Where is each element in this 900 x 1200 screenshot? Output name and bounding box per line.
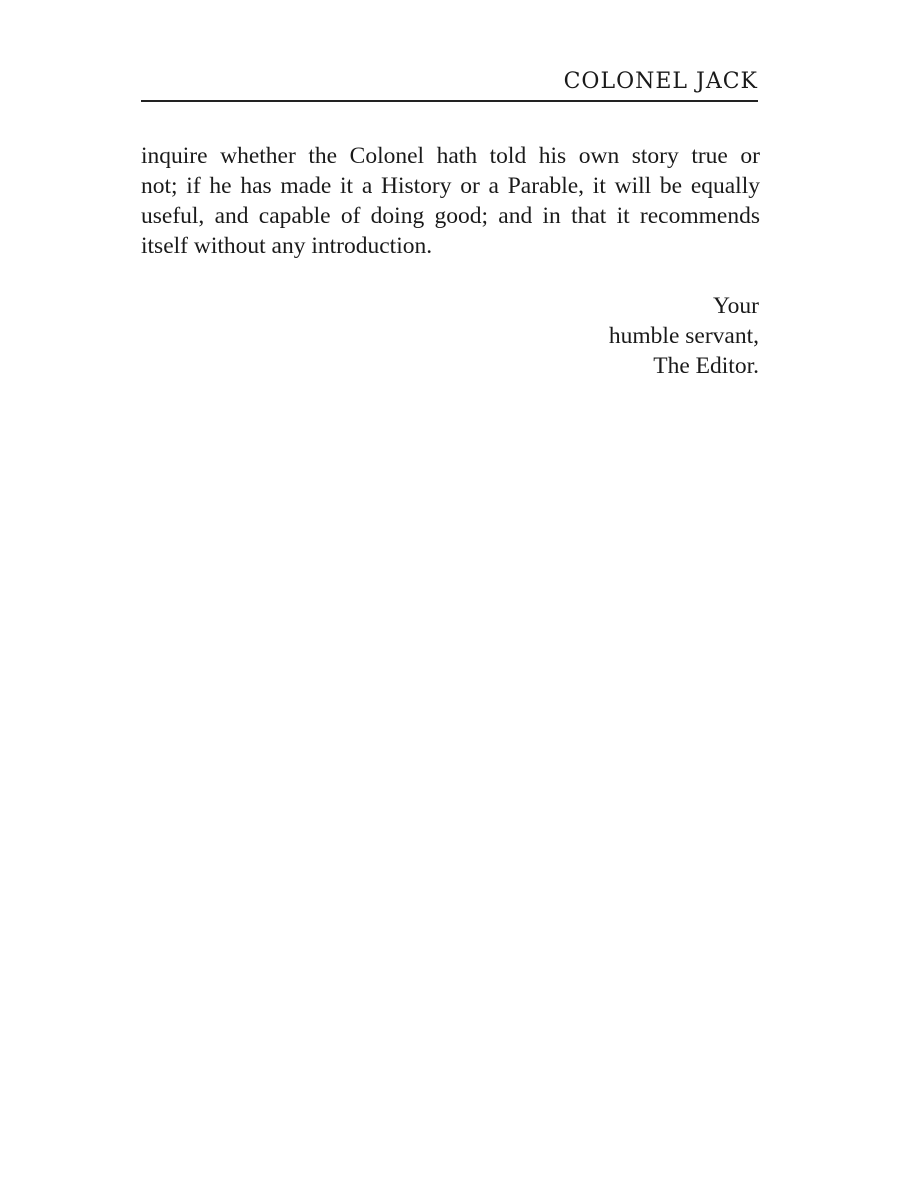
paragraph-line: not; if he has made it a History or a Parable, it will be equally xyxy=(141,173,760,199)
body-paragraph xyxy=(141,141,760,261)
signature-block xyxy=(609,291,759,381)
paragraph-line: useful, and capable of doing good; and in that it recommends xyxy=(141,203,760,229)
signature-salutation: Your xyxy=(713,293,759,319)
paragraph-line: inquire whether the Colonel hath told his own story true or xyxy=(141,143,760,169)
running-header-title: COLONEL JACK xyxy=(563,69,758,94)
signature-name: The Editor. xyxy=(653,353,759,379)
paragraph-line: itself without any introduction. xyxy=(141,233,433,259)
signature-closing: humble servant, xyxy=(608,323,759,349)
running-header xyxy=(141,68,758,102)
